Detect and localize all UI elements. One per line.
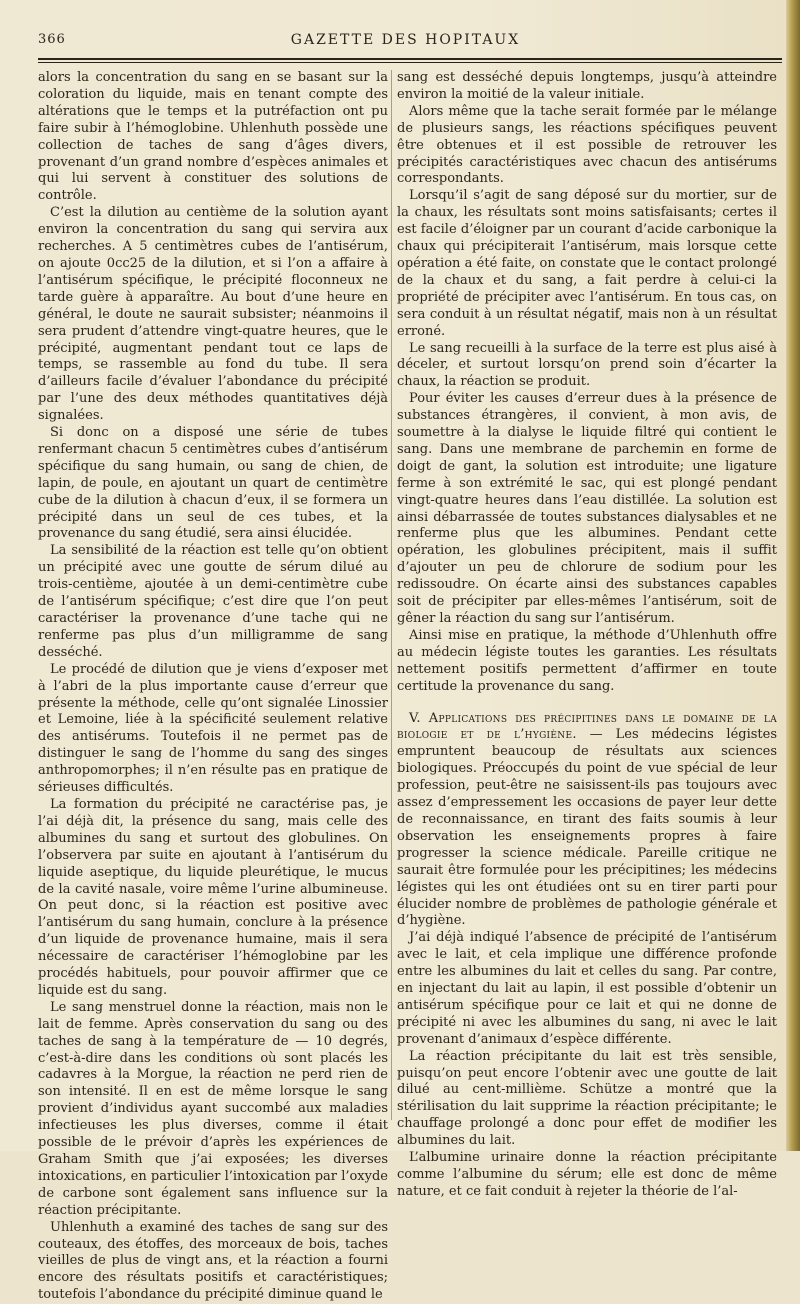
paragraph: Si donc on a disposé une série de tubes renfermant chacun 5 centimètres cubes d’antisérum spécifique du sang humain, ou sang de chien, de lapin, de poule, en ajoutant un quart de centimètre cube de la dilution à chacun d’eux, il se formera un précipité dans un seul de ces tubes, et la provenance du sang étudié, sera ainsi élucidée. xyxy=(38,425,388,542)
paragraph: La formation du précipité ne caractérise pas, je l’ai déjà dit, la présence du sang, mais celle des albumines du sang et surtout des globulines. On l’observera par suite en ajoutant à l’antisérum du liquide aseptique, du liquide pleurétique, le mucus de la cavité nasale, voire même l’urine albumineuse. On peut donc, si la réaction est positive avec l’antisérum du sang humain, conclure à la présence d’un liquide de provenance humaine, mais il sera nécessaire de caractériser l’hémoglobine par les procédés habituels, pour pouvoir affirmer que ce liquide est du sang. xyxy=(38,796,388,998)
left-column xyxy=(38,70,388,1304)
paragraph: sang est desséché depuis longtemps, jusqu’à atteindre environ la moitié de la valeur initiale. xyxy=(397,70,777,102)
page-number: 366 xyxy=(38,32,66,47)
header-rule-thin xyxy=(38,62,782,63)
paragraph: Ainsi mise en pratique, la méthode d’Uhlenhuth offre au médecin légiste toutes les garanties. Les résultats nettement positifs permettent d’affirmer en toute certitude la provenance du sang. xyxy=(397,627,777,694)
paragraph: alors la concentration du sang en se basant sur la coloration du liquide, mais en tenant compte des altérations que le temps et la putréfaction ont pu faire subir à l’hémoglobine. Uhlenhuth possède une collection de taches de sang d’âges divers, provenant d’un grand nombre d’espèces animales et qui lui servent à constituer des solutions de contrôle. xyxy=(38,70,388,204)
header-rule-thick xyxy=(38,58,782,60)
paragraph: Le procédé de dilution que je viens d’exposer met à l’abri de la plus importante cause d’erreur que présente la méthode, celle qu’ont signalée Linossier et Lemoine, liée à la spécificité seulement relative des antisérums. Toutefois il ne permet pas de distinguer le sang de l’homme du sang des singes anthropomorphes; il n’en résulte pas en pratique de sérieuses difficultés. xyxy=(38,661,388,796)
page-header xyxy=(28,32,783,52)
section-heading: V. Applications des précipitines dans le domaine de la biologie et de l’hygiène. — xyxy=(397,710,777,743)
paragraph: L’albumine urinaire donne la réaction précipitante comme l’albumine du sérum; elle est donc de même nature, et ce fait conduit à rejeter la théorie de l’al- xyxy=(397,1150,777,1199)
paragraph: La réaction précipitante du lait est très sensible, puisqu’on peut encore l’obtenir avec une goutte de lait dilué au cent-millième. Schütze a montré que la stérilisation du lait supprime la réaction précipitante; le chauffage prolongé a donc pour effet de modifier les albumines du lait. xyxy=(397,1048,777,1149)
paragraph: Lorsqu’il s’agit de sang déposé sur du mortier, sur de la chaux, les résultats sont moins satisfaisants; certes il est facile d’éloigner par un courant d’acide carbonique la chaux qui précipiterait l’antisérum, mais lorsque cette opération a été faite, on constate que le contact prolongé de la chaux et du sang, a fait perdre à celui-ci la propriété de précipiter avec l’antisérum. En tous cas, on sera conduit à un résultat négatif, mais non à un résultat erroné. xyxy=(397,188,777,339)
right-column xyxy=(397,70,777,1201)
page-edge-shadow xyxy=(786,0,800,1151)
paragraph: C’est la dilution au centième de la solution ayant environ la concentration du sang qui servira aux recherches. A 5 centimètres cubes de l’antisérum, on ajoute 0cc25 de la dilution, et si l’on a affaire à l’antisérum spécifique, le précipité floconneux ne tarde guère à apparaître. Au bout d’une heure en général, le doute ne saurait subsister; néanmoins il sera prudent d’attendre vingt-quatre heures, que le précipité, augmentant pendant tout ce laps de temps, se rassemble au fond du tube. Il sera d’ailleurs facile d’évaluer l’abondance du précipité par l’une des deux méthodes quantitatives déjà signalées. xyxy=(38,205,388,424)
section-text: Les médecins légistes empruntent beaucoup de résultats aux sciences biologiques. Préoccupés du point de vue spécial de leur profession, peut-être ne saisissent-ils pas toujours avec assez d’empressement les occasions de payer leur dette de reconnaissance, en tirant des faits soumis à leur observation les enseignements propres à faire progresser la science médicale. Pareille critique ne saurait être formulée pour les précipitines; les médecins légistes qui les ont étudiées ont su en tirer parti pour élucider nombre de problèmes de pathologie générale et d’hygiène. xyxy=(397,727,777,929)
paragraph: Le sang menstruel donne la réaction, mais non le lait de femme. Après conservation du sang ou des taches de sang à la température de — 10 degrés, c’est-à-dire dans les conditions où sont placés les cadavres à la Morgue, la réaction ne perd rien de son intensité. Il en est de même lorsque le sang provient d’individus ayant succombé aux maladies infectieuses les plus diverses, comme il était possible de le prévoir d’après les expériences de Graham Smith que j’ai exposées; les diverses intoxications, en particulier l’intoxication par l’oxyde de carbone sont également sans influence sur la réaction précipitante. xyxy=(38,999,388,1218)
paragraph: Pour éviter les causes d’erreur dues à la présence de substances étrangères, il convient, à mon avis, de soumettre à la dialyse le liquide filtré qui contient le sang. Dans une membrane de parchemin en forme de doigt de gant, la solution est introduite; une ligature ferme à son extrémité le sac, qui est plongé pendant vingt-quatre heures dans l’eau distillée. La solution est ainsi débarrassée de toutes substances dialysables et ne renferme plus que les albumines. Pendant cette opération, les globulines précipitent, mais il suffit d’ajouter un peu de chlorure de sodium pour les redissoudre. On écarte ainsi des substances capables soit de précipiter par elles-mêmes l’antisérum, soit de gêner la réaction du sang sur l’antisérum. xyxy=(397,391,777,626)
paragraph: Alors même que la tache serait formée par le mélange de plusieurs sangs, les réactions spécifiques peuvent être obtenues et il est possible de retrouver les précipités caractéristiques avec chacun des antisérums correspondants. xyxy=(397,103,777,187)
journal-title: GAZETTE DES HOPITAUX xyxy=(290,32,521,48)
paragraph: J’ai déjà indiqué l’absence de précipité de l’antisérum avec le lait, et cela implique une différence profonde entre les albumines du lait et celles du sang. Par contre, en injectant du lait au lapin, il est possible d’obtenir un antisérum spécifique pour ce lait et qui ne donne de précipité ni avec les albumines du sang, ni avec le lait provenant d’animaux d’espèce différente. xyxy=(397,930,777,1047)
paragraph: La sensibilité de la réaction est telle qu’on obtient un précipité avec une goutte de sérum dilué au trois-centième, ajoutée à un demi-centimètre cube de l’antisérum spécifique; c’est dire que l’on peut caractériser la provenance d’une tache qui ne renferme pas plus d’un milligramme de sang desséché. xyxy=(38,543,388,660)
paragraph: Uhlenhuth a examiné des taches de sang sur des couteaux, des étoffes, des morceaux de bois, taches vieilles de plus de vingt ans, et la réaction a fourni encore des résultats positifs et caractéristiques; toutefois l’abondance du précipité diminue quand le xyxy=(38,1219,388,1303)
section-paragraph xyxy=(397,711,777,931)
paragraph: Le sang recueilli à la surface de la terre est plus aisé à déceler, et surtout lorsqu’on prend soin d’écarter la chaux, la réaction se produit. xyxy=(397,340,777,390)
column-divider xyxy=(391,70,392,1120)
